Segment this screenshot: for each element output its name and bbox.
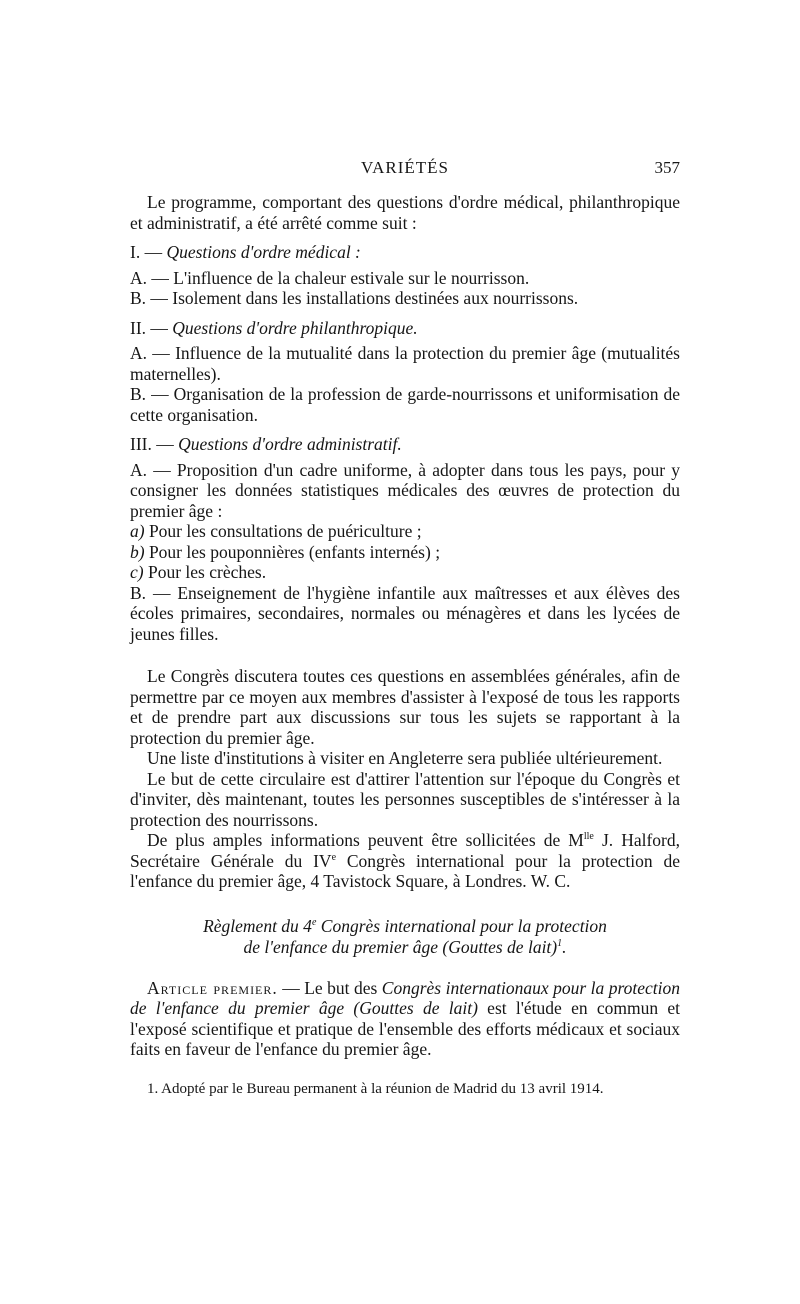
article-text: — Le but des (277, 977, 382, 998)
sub-item-text: Pour les crèches. (143, 562, 267, 582)
section-numeral: III. — (130, 434, 174, 454)
sub-item (130, 521, 680, 542)
sub-item-letter: b) (130, 541, 145, 562)
section-numeral: II. — (130, 317, 168, 338)
article-label: Article premier. (147, 977, 278, 998)
sub-item (130, 562, 680, 583)
list-item: B. — Isolement dans les installations destinées aux nourrissons. (130, 288, 579, 308)
sub-item-text: Pour les pouponnières (enfants internés) ; (144, 541, 441, 562)
footnote-ref: 1 (557, 937, 563, 949)
contact-text: J. Halford, Secrétaire Générale du IV (130, 830, 681, 871)
sub-item (130, 542, 680, 563)
section-title: Questions d'ordre médical : (166, 242, 361, 262)
document-page (130, 150, 680, 1099)
section-heading-administrative (130, 434, 680, 455)
superscript: e (331, 851, 337, 863)
article-text: est l'étude en commun et l'exposé scientifique et pratique de l'ensemble des efforts médicaux et sociaux faits en faveur de l'enfance du premier âge. (130, 998, 680, 1059)
list-item: A. — Proposition d'un cadre uniforme, à adopter dans tous les pays, pour y consigner les données statistiques médicales des œuvres de protection du premier âge : (130, 459, 680, 521)
list-item: B. — Enseignement de l'hygiène infantile aux maîtresses et aux élèves des écoles primaires, secondaires, normales ou ménagères et dans les lycées de jeunes filles. (130, 582, 680, 644)
section-title: Questions d'ordre administratif. (178, 434, 402, 454)
page-number: 357 (654, 158, 680, 177)
body-paragraph: Le but de cette circulaire est d'attirer l'attention sur l'époque du Congrès et d'inviter, dès maintenant, toutes les personnes susceptibles de s'intéresser à la protection des nourrissons. (130, 768, 680, 830)
contact-text: Congrès international pour la protection de l'enfance du premier âge, 4 Tavistock Square, à Londres. W. C. (130, 850, 680, 891)
section-heading-philanthropic (130, 318, 680, 339)
list-item: B. — Organisation de la profession de garde-nourrissons et uniformisation de cette organisation. (130, 384, 680, 425)
reglement-text: . (562, 936, 567, 957)
superscript: lle (583, 831, 594, 843)
article-paragraph (130, 978, 680, 1060)
intro-paragraph: Le programme, comportant des questions d'ordre médical, philanthropique et administratif, a été arrêté comme suit : (130, 192, 680, 233)
contact-text: De plus amples informations peuvent être sollicitées de M (147, 830, 584, 850)
section-title: Questions d'ordre philanthropique. (172, 317, 418, 338)
body-paragraph: Le Congrès discutera toutes ces questions en assemblées générales, afin de permettre par ce moyen aux membres d'assister à l'exposé de tous les rapports et de prendre part aux discussions sur tous les sujets se rapportant à la protection du premier âge. (130, 666, 680, 748)
article-italic: Congrès internationaux pour la protection de l'enfance du premier âge (Gouttes de lait) (130, 977, 680, 1018)
section-heading-medical (130, 242, 680, 263)
section-numeral: I. — (130, 242, 163, 262)
reglement-title (130, 916, 680, 937)
list-item: A. — L'influence de la chaleur estivale sur le nourrisson. (130, 267, 530, 288)
reglement-text: de l'enfance du premier âge (Gouttes de lait) (243, 936, 558, 957)
reglement-title-line2 (130, 937, 680, 958)
sub-item-letter: a) (130, 521, 145, 541)
contact-paragraph (130, 830, 680, 892)
sub-item-letter: c) (130, 562, 144, 582)
list-item: A. — Influence de la mutualité dans la protection du premier âge (mutualités maternelles). (130, 343, 680, 384)
running-head: VARIÉTÉS (361, 158, 449, 177)
body-paragraph: Une liste d'institutions à visiter en Angleterre sera publiée ultérieurement. (147, 748, 663, 768)
reglement-text: Congrès international pour la protection (316, 915, 607, 936)
superscript: e (311, 916, 317, 928)
sub-item-text: Pour les consultations de puériculture ; (144, 521, 422, 541)
page-header (130, 150, 680, 180)
reglement-text: Règlement du 4 (203, 915, 312, 936)
footnote: 1. Adopté par le Bureau permanent à la réunion de Madrid du 13 avril 1914. (147, 1080, 604, 1097)
